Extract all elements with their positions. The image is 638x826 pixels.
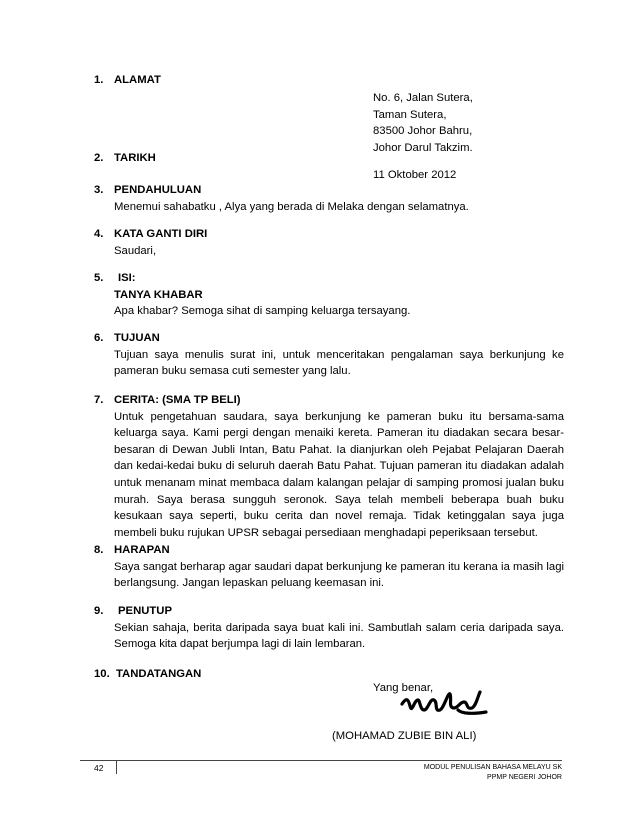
section-title: ALAMAT	[114, 74, 161, 86]
section-number: 4.	[94, 228, 104, 240]
section-number: 5.	[94, 272, 104, 284]
section-subtitle: TANYA KHABAR	[114, 288, 203, 301]
section-text: Apa khabar? Semoga sihat di samping keluarga tersayang.	[114, 305, 411, 318]
section-number: 8.	[94, 544, 104, 556]
footer-line-1: MODUL PENULISAN BAHASA MELAYU SK	[423, 764, 562, 771]
section-text: Saudari,	[114, 244, 157, 257]
section-isi	[94, 270, 564, 320]
section-title: TARIKH	[114, 152, 156, 164]
letter-date: 11 Oktober 2012	[373, 169, 457, 181]
section-alamat	[94, 72, 564, 89]
section-number: 9.	[94, 605, 104, 617]
address-line: Johor Darul Takzim.	[373, 141, 473, 154]
section-tandatangan	[94, 666, 564, 683]
footer-divider	[80, 760, 562, 761]
section-title: PENDAHULUAN	[114, 184, 202, 196]
section-text: Untuk pengetahuan saudara, saya berkunjung ke pameran buku itu bersama-sama keluarga saya. Kami pergi dengan menaiki kereta. Pameran itu diadakan secara besar-besaran di Dewan Jubli Intan, Batu Pahat. Ia dianjurkan oleh Pejabat Pelajaran Daerah dan kedai-kedai buku di seluruh daerah Batu Pahat. Tujuan pameran itu diadakan adalah untuk menanam minat membaca dalam kalangan pelajar di samping promosi jualan buku murah. Saya berasa sungguh seronok. Saya telah membeli beberapa buah buku kesukaan saya seperti, buku cerita dan novel remaja. Tidak ketinggalan saya juga membeli buku rujukan UPSR sebagai persediaan menghadapi peperiksaan tersebut.	[114, 410, 564, 539]
section-title: HARAPAN	[114, 544, 170, 556]
address-line: Taman Sutera,	[373, 108, 447, 121]
section-number: 7.	[94, 394, 104, 406]
section-kata-ganti-diri	[94, 226, 564, 259]
section-cerita	[94, 392, 564, 541]
section-title: KATA GANTI DIRI	[114, 228, 208, 240]
section-penutup	[94, 603, 564, 653]
section-number: 6.	[94, 332, 104, 344]
section-text: Saya sangat berharap agar saudari dapat berkunjung ke pameran itu kerana ia masih lagi berlangsung. Jangan lepaskan peluang keemasan ini.	[114, 560, 564, 590]
section-title: ISI:	[118, 272, 136, 284]
address-line: 83500 Johor Bahru,	[373, 125, 473, 138]
section-text: Menemui sahabatku , Alya yang berada di Melaka dengan selamatnya.	[114, 200, 469, 213]
footer-line-2: PPMP NEGERI JOHOR	[487, 774, 562, 781]
section-text: Tujuan saya menulis surat ini, untuk menceritakan pengalaman saya berkunjung ke pameran buku semasa cuti semester yang lalu.	[114, 348, 564, 378]
sender-address	[373, 90, 473, 156]
section-title: CERITA: (SMA TP BELI)	[114, 394, 241, 406]
section-number: 10.	[94, 668, 110, 680]
section-harapan	[94, 542, 564, 592]
address-line: No. 6, Jalan Sutera,	[373, 92, 473, 104]
footer-divider-tick	[116, 760, 117, 774]
section-number: 1.	[94, 74, 104, 86]
section-text: Sekian sahaja, berita daripada saya buat kali ini. Sambutlah salam ceria daripada saya. Semoga kita dapat berjumpa lagi di lain lembaran.	[114, 621, 564, 651]
section-tarikh	[94, 150, 564, 167]
signer-name: (MOHAMAD ZUBIE BIN ALI)	[332, 730, 477, 742]
page-number: 42	[94, 763, 104, 773]
section-title: TUJUAN	[114, 332, 160, 344]
section-number: 3.	[94, 184, 104, 196]
section-tujuan	[94, 330, 564, 380]
section-title: PENUTUP	[118, 605, 172, 617]
section-number: 2.	[94, 152, 104, 164]
signature-icon	[398, 688, 490, 722]
section-pendahuluan	[94, 182, 564, 215]
footer-module-title	[424, 763, 562, 783]
section-title: TANDATANGAN	[116, 668, 202, 680]
closing: Yang benar,	[373, 682, 434, 694]
